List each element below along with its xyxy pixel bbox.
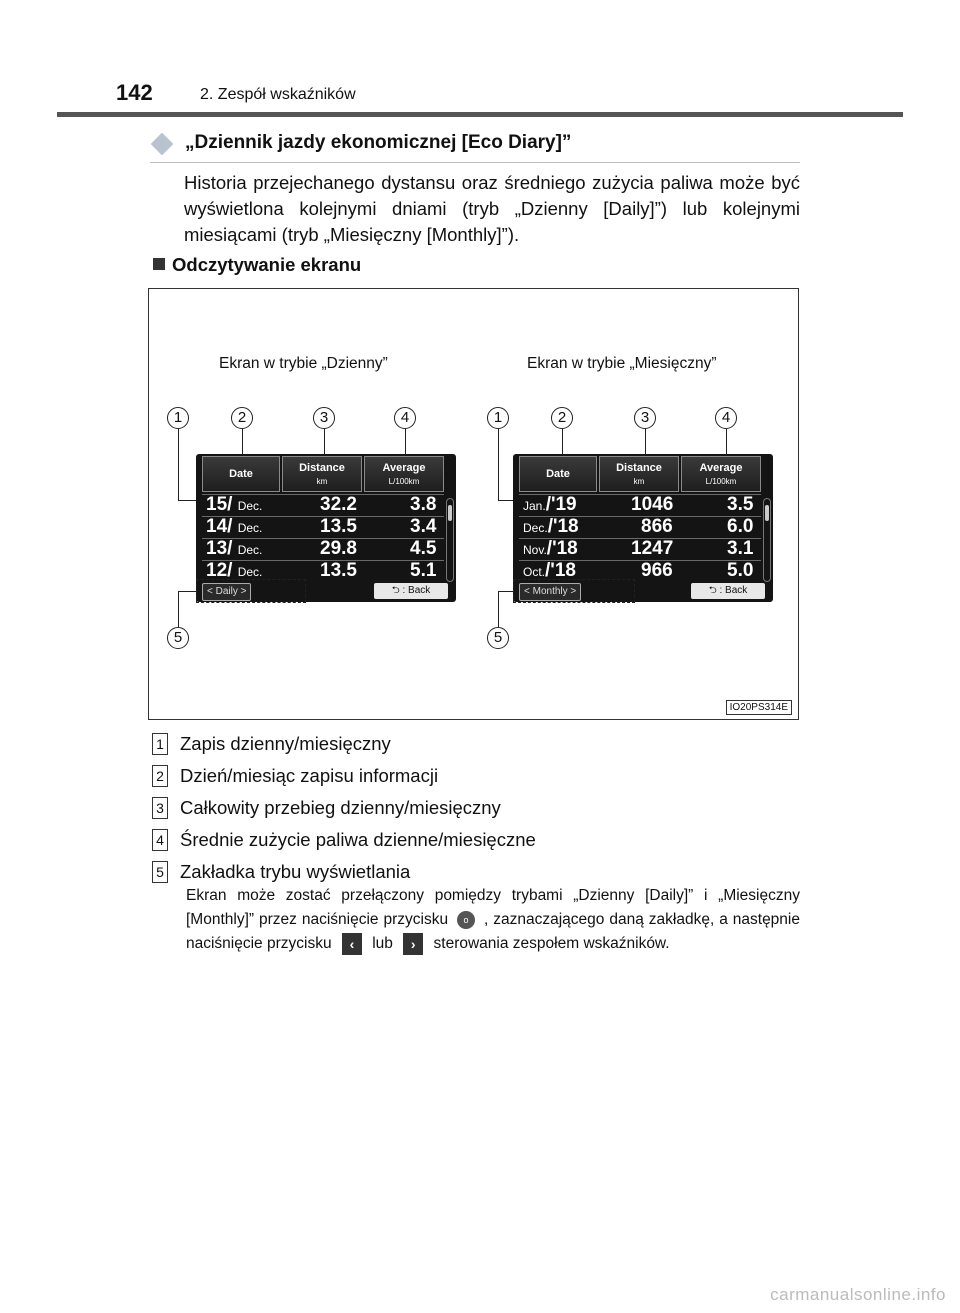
callout-5: 5 [487, 627, 509, 649]
table-row[interactable]: 15/ Dec. 32.2 3.8 [202, 494, 444, 515]
figure-label-monthly: Ekran w trybie „Miesięczny” [527, 355, 717, 372]
table-row[interactable]: Nov./'18 1247 3.1 [519, 538, 761, 559]
callout-5: 5 [167, 627, 189, 649]
header-date: Date [519, 456, 597, 492]
header-average: Average L/100km [681, 456, 761, 492]
legend-item-1: 1 Zapis dzienny/miesięczny [152, 732, 391, 755]
figure-code: IO20PS314E [726, 700, 792, 715]
leader-line [324, 429, 325, 457]
legend-item-2: 2 Dzień/miesiąc zapisu informacji [152, 764, 438, 787]
mode-tab-daily[interactable]: < Daily > [202, 583, 251, 601]
callout-2: 2 [551, 407, 573, 429]
watermark: carmanualsonline.info [770, 1285, 946, 1304]
leader-line [178, 591, 196, 592]
note-paragraph: Ekran może zostać przełączony pomiędzy trybami „Dzienny [Daily]” i „Miesięczny [Monthly]” przez naciśnięcie przycisku o , zaznaczającego daną zakładkę, a następnie naciśnięcie przycisku ‹ lub › sterowania zespołem wskaźników. [186, 884, 800, 956]
figure-screens [148, 288, 799, 720]
header-average: Average L/100km [364, 456, 444, 492]
table-row[interactable]: Dec./'18 866 6.0 [519, 516, 761, 537]
square-bullet-icon [153, 258, 165, 270]
scroll-thumb[interactable] [448, 505, 452, 521]
table-row[interactable]: 14/ Dec. 13.5 3.4 [202, 516, 444, 537]
callout-3: 3 [634, 407, 656, 429]
leader-line [405, 429, 406, 457]
leader-line [178, 591, 179, 627]
leader-line [178, 429, 179, 501]
tab-highlight-box [513, 579, 635, 603]
chapter-title: 2. Zespół wskaźników [200, 86, 356, 103]
scrollbar[interactable] [763, 498, 771, 582]
leader-line [562, 429, 563, 457]
legend-item-5: 5 Zakładka trybu wyświetlania [152, 860, 410, 883]
o-button-icon: o [457, 911, 475, 929]
scroll-thumb[interactable] [765, 505, 769, 521]
section-title: „Dziennik jazdy ekonomicznej [Eco Diary]” [185, 132, 572, 153]
chevron-right-icon: › [403, 933, 423, 955]
leader-line [498, 591, 499, 627]
back-button[interactable]: ⮌ : Back [374, 583, 448, 599]
legend-item-4: 4 Średnie zużycie paliwa dzienne/miesięczne [152, 828, 536, 851]
header-distance: Distance km [599, 456, 679, 492]
chevron-left-icon: ‹ [342, 933, 362, 955]
callout-1: 1 [487, 407, 509, 429]
callout-2: 2 [231, 407, 253, 429]
header-date: Date [202, 456, 280, 492]
mode-tab-monthly[interactable]: < Monthly > [519, 583, 581, 601]
scrollbar[interactable] [446, 498, 454, 582]
section-rule [150, 162, 800, 163]
callout-4: 4 [715, 407, 737, 429]
figure-label-daily: Ekran w trybie „Dzienny” [219, 355, 388, 372]
leader-line [498, 429, 499, 501]
subsection-title: Odczytywanie ekranu [172, 254, 362, 275]
header-distance: Distance km [282, 456, 362, 492]
header-rule [57, 112, 903, 117]
back-button[interactable]: ⮌ : Back [691, 583, 765, 599]
leader-line [726, 429, 727, 457]
table-row[interactable]: Jan./'19 1046 3.5 [519, 494, 761, 515]
intro-paragraph: Historia przejechanego dystansu oraz średniego zużycia paliwa może być wyświetlona kolejnymi dniami (tryb „Dzienny [Daily]”) lub kolejnymi miesiącami (tryb „Miesięczny [Monthly]”). [184, 172, 800, 245]
callout-1: 1 [167, 407, 189, 429]
legend-item-3: 3 Całkowity przebieg dzienny/miesięczny [152, 796, 501, 819]
diamond-bullet-icon [151, 133, 174, 156]
page-number: 142 [116, 80, 153, 105]
callout-3: 3 [313, 407, 335, 429]
leader-line [242, 429, 243, 457]
table-row[interactable]: Oct./'18 966 5.0 [519, 560, 761, 581]
callout-4: 4 [394, 407, 416, 429]
table-row[interactable]: 13/ Dec. 29.8 4.5 [202, 538, 444, 559]
tab-highlight-box [196, 579, 306, 603]
table-row[interactable]: 12/ Dec. 13.5 5.1 [202, 560, 444, 581]
leader-line [645, 429, 646, 457]
leader-line [498, 591, 514, 592]
